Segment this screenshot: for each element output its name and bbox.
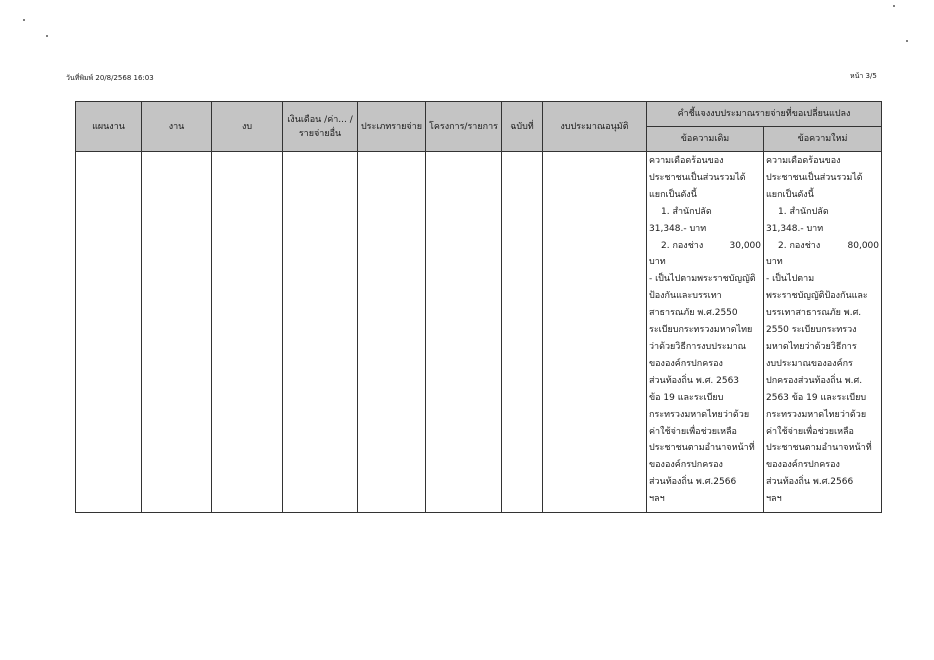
- text-line: ขององค์กรปกครอง: [649, 460, 723, 471]
- text-line: ประชาชนเป็นส่วนรวมได้: [649, 172, 746, 183]
- text-line: 1. สำนักปลัด: [778, 206, 829, 217]
- text-line: ประชาชนตามอำนาจหน้าที่: [649, 443, 755, 454]
- cell-work: [142, 152, 212, 513]
- cell-budget: [212, 152, 283, 513]
- cell-approved-budget: [543, 152, 647, 513]
- text-line: ป้องกันและบรรเทา: [649, 291, 722, 302]
- budget-change-table: [75, 101, 882, 513]
- cell-plan: [76, 152, 142, 513]
- text-line: 31,348.- บาท: [766, 223, 824, 234]
- cell-new-text: [764, 152, 882, 513]
- text-line: ขององค์กรปกครอง: [649, 358, 723, 369]
- amount: 30,000: [729, 240, 761, 251]
- text-line: ระเบียบกระทรวงมหาดไทย: [649, 325, 753, 336]
- text-line: [649, 238, 761, 255]
- text-line: ความเดือดร้อนของ: [649, 156, 724, 166]
- print-date: วันที่พิมพ์ 20/8/2568 16:03: [66, 74, 154, 82]
- page-number: หน้า 3/5: [850, 72, 877, 80]
- text-line: แยกเป็นดังนี้: [766, 189, 814, 200]
- cell-salary: [283, 152, 358, 513]
- text-line: บาท: [649, 257, 666, 268]
- amount: 80,000: [847, 240, 880, 251]
- col-plan: แผนงาน: [76, 102, 142, 152]
- text-line: กระทรวงมหาดไทยว่าด้วย: [766, 409, 867, 420]
- col-new-text: ข้อความใหม่: [764, 127, 882, 152]
- cell-old-text: [647, 152, 764, 513]
- text-line: แยกเป็นดังนี้: [649, 189, 697, 200]
- text-line: 31,348.- บาท: [649, 223, 707, 234]
- col-explanation-group: คำชี้แจงงบประมาณรายจ่ายที่ขอเปลี่ยนแปลง: [647, 102, 882, 127]
- text-line: ฯลฯ: [649, 494, 665, 505]
- text-line: ขององค์กรปกครอง: [766, 460, 840, 471]
- text-line: ประชาชนตามอำนาจหน้าที่: [766, 443, 872, 454]
- col-old-text: ข้อความเดิม: [647, 127, 764, 152]
- scan-speck: [46, 35, 48, 37]
- text-line: ฯลฯ: [766, 494, 782, 505]
- text-line: ปกครองส่วนท้องถิ่น พ.ศ.: [766, 375, 863, 386]
- col-approved-budget: งบประมาณอนุมัติ: [543, 102, 647, 152]
- dept-name: 2. กองช่าง: [778, 240, 821, 251]
- text-line: [766, 238, 879, 255]
- text-line: 1. สำนักปลัด: [661, 206, 712, 217]
- scan-speck: [906, 40, 908, 42]
- text-line: - เป็นไปตาม: [766, 274, 815, 285]
- col-salary: เงินเดือน /ค่า... / รายจ่ายอื่น: [283, 102, 358, 152]
- table-row: [76, 152, 882, 513]
- col-project: โครงการ/รายการ: [426, 102, 502, 152]
- text-line: กระทรวงมหาดไทยว่าด้วย: [649, 409, 750, 420]
- scan-speck: [23, 19, 25, 21]
- text-line: 2563 ข้อ 19 และระเบียบ: [766, 392, 867, 403]
- scan-speck: [893, 5, 895, 7]
- text-line: ว่าด้วยวิธีการงบประมาณ: [649, 341, 746, 352]
- text-line: ค่าใช้จ่ายเพื่อช่วยเหลือ: [766, 426, 854, 437]
- text-line: ข้อ 19 และระเบียบ: [649, 392, 724, 403]
- dept-name: 2. กองช่าง: [661, 240, 704, 251]
- text-line: - เป็นไปตามพระราชบัญญัติ: [649, 274, 756, 285]
- text-line: บรรเทาสาธารณภัย พ.ศ.: [766, 308, 862, 319]
- text-line: สาธารณภัย พ.ศ.2550: [649, 308, 738, 319]
- text-line: มหาดไทยว่าด้วยวิธีการ: [766, 341, 857, 352]
- cell-issue-number: [502, 152, 543, 513]
- text-line: ค่าใช้จ่ายเพื่อช่วยเหลือ: [649, 426, 737, 437]
- text-line: ประชาชนเป็นส่วนรวมได้: [766, 172, 863, 183]
- text-line: ความเดือดร้อนของ: [766, 156, 841, 166]
- text-line: ส่วนท้องถิ่น พ.ศ. 2563: [649, 375, 740, 386]
- col-work: งาน: [142, 102, 212, 152]
- text-line: พระราชบัญญัติป้องกันและ: [766, 291, 868, 302]
- col-expense-type: ประเภทรายจ่าย: [358, 102, 426, 152]
- col-budget: งบ: [212, 102, 283, 152]
- cell-expense-type: [358, 152, 426, 513]
- col-issue-number: ฉบับที่: [502, 102, 543, 152]
- text-line: 2550 ระเบียบกระทรวง: [766, 325, 857, 336]
- text-line: ส่วนท้องถิ่น พ.ศ.2566: [766, 477, 854, 488]
- text-line: งบประมาณขององค์กร: [766, 358, 853, 369]
- text-line: ส่วนท้องถิ่น พ.ศ.2566: [649, 477, 737, 488]
- text-line: บาท: [766, 257, 783, 268]
- cell-project: [426, 152, 502, 513]
